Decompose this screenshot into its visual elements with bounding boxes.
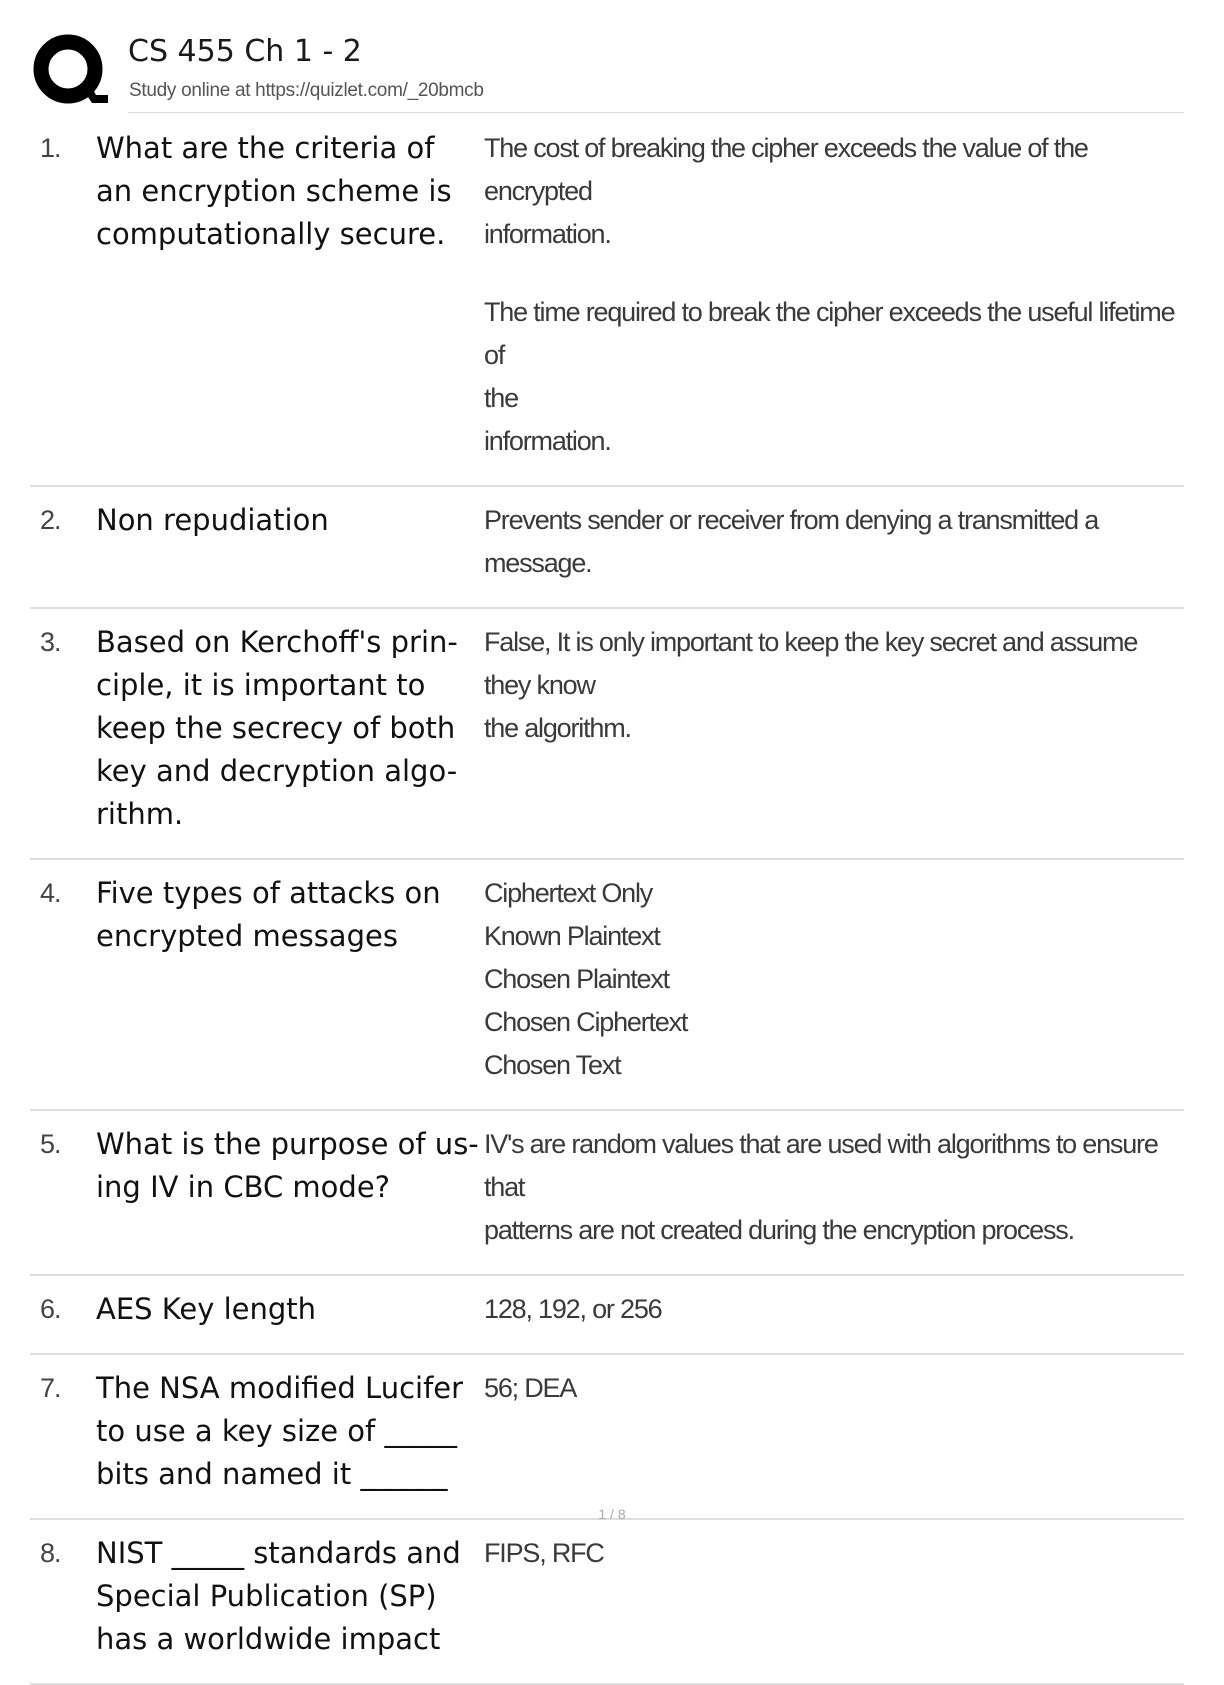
term-line: NIST _____ standards and bbox=[96, 1536, 461, 1570]
definition-line: the bbox=[484, 383, 518, 413]
flashcard-row bbox=[30, 609, 1184, 860]
card-definition bbox=[484, 872, 1184, 1087]
card-number: 7. bbox=[40, 1373, 61, 1403]
term-line: key and decryption algo- bbox=[96, 754, 458, 788]
term-line: keep the secrecy of both bbox=[96, 711, 456, 745]
term-line: Five types of attacks on bbox=[96, 876, 441, 910]
card-definition bbox=[484, 1123, 1184, 1252]
card-term bbox=[96, 872, 484, 958]
card-number: 6. bbox=[40, 1294, 61, 1324]
term-line: encrypted messages bbox=[96, 919, 398, 953]
flashcard-row bbox=[30, 115, 1184, 487]
flashcard-row bbox=[30, 1111, 1184, 1276]
definition-line: False, It is only important to keep the key secret and assume they know bbox=[484, 627, 1138, 700]
page-number: 1 / 8 bbox=[598, 1506, 626, 1522]
term-line: Special Publication (SP) bbox=[96, 1579, 437, 1613]
card-term bbox=[96, 1532, 484, 1661]
definition-line: The cost of breaking the cipher exceeds the value of the encrypted bbox=[484, 133, 1088, 206]
definition-line: information. bbox=[484, 219, 611, 249]
card-number: 3. bbox=[40, 627, 61, 657]
card-term bbox=[96, 127, 484, 256]
term-line: bits and named it ______ bbox=[96, 1457, 448, 1491]
card-number: 1. bbox=[40, 133, 61, 163]
card-term bbox=[96, 1288, 484, 1331]
definition-line: 56; DEA bbox=[484, 1373, 577, 1403]
card-number: 5. bbox=[40, 1129, 61, 1159]
definition-line: Prevents sender or receiver from denying a transmitted a message. bbox=[484, 505, 1099, 578]
definition-line: The time required to break the cipher exceeds the useful lifetime of bbox=[484, 297, 1175, 370]
term-line: has a worldwide impact bbox=[96, 1622, 441, 1656]
term-line: computationally secure. bbox=[96, 217, 446, 251]
study-online-link[interactable]: Study online at https://quizlet.com/_20bmcb bbox=[129, 80, 484, 101]
card-term bbox=[96, 621, 484, 836]
flashcard-row bbox=[30, 1355, 1184, 1520]
card-definition bbox=[484, 127, 1184, 463]
card-definition bbox=[484, 499, 1184, 585]
term-line: ing IV in CBC mode? bbox=[96, 1170, 391, 1204]
term-line: ciple, it is important to bbox=[96, 668, 426, 702]
term-line: rithm. bbox=[96, 797, 184, 831]
definition-line: IV's are random values that are used with algorithms to ensure that bbox=[484, 1129, 1158, 1202]
definition-line: Chosen Plaintext bbox=[484, 964, 669, 994]
term-line: an encryption scheme is bbox=[96, 174, 452, 208]
term-line: to use a key size of _____ bbox=[96, 1414, 457, 1448]
definition-line: patterns are not created during the encryption process. bbox=[484, 1215, 1074, 1245]
term-line: Non repudiation bbox=[96, 503, 329, 537]
term-line: What are the criteria of bbox=[96, 131, 435, 165]
card-term bbox=[96, 1123, 484, 1209]
card-term bbox=[96, 1367, 484, 1496]
definition-line: Chosen Text bbox=[484, 1050, 621, 1080]
quizlet-logo-icon bbox=[32, 33, 108, 109]
definition-line: FIPS, RFC bbox=[484, 1538, 604, 1568]
card-definition bbox=[484, 1367, 1184, 1410]
definition-line: information. bbox=[484, 426, 611, 456]
flashcard-row bbox=[30, 1276, 1184, 1355]
card-definition bbox=[484, 1288, 1184, 1331]
term-line: Based on Kerchoff's prin- bbox=[96, 625, 458, 659]
definition-line: Ciphertext Only bbox=[484, 878, 653, 908]
definition-line: 128, 192, or 256 bbox=[484, 1294, 662, 1324]
term-line: What is the purpose of us- bbox=[96, 1127, 479, 1161]
flashcard-row bbox=[30, 1520, 1184, 1685]
card-definition bbox=[484, 621, 1184, 750]
card-definition bbox=[484, 1532, 1184, 1575]
card-number: 2. bbox=[40, 505, 61, 535]
card-number: 8. bbox=[40, 1538, 61, 1568]
definition-line: Known Plaintext bbox=[484, 921, 660, 951]
card-number: 4. bbox=[40, 878, 61, 908]
definition-line: Chosen Ciphertext bbox=[484, 1007, 688, 1037]
term-line: The NSA modified Lucifer bbox=[96, 1371, 464, 1405]
flashcard-row bbox=[30, 487, 1184, 609]
definition-line: the algorithm. bbox=[484, 713, 631, 743]
term-line: AES Key length bbox=[96, 1292, 317, 1326]
page-header bbox=[30, 30, 1184, 114]
flashcard-list bbox=[30, 115, 1184, 1685]
card-term bbox=[96, 499, 484, 542]
paragraph-gap bbox=[484, 256, 1178, 291]
flashcard-row bbox=[30, 860, 1184, 1111]
page-title: CS 455 Ch 1 - 2 bbox=[128, 34, 362, 69]
header-divider bbox=[128, 112, 1184, 113]
